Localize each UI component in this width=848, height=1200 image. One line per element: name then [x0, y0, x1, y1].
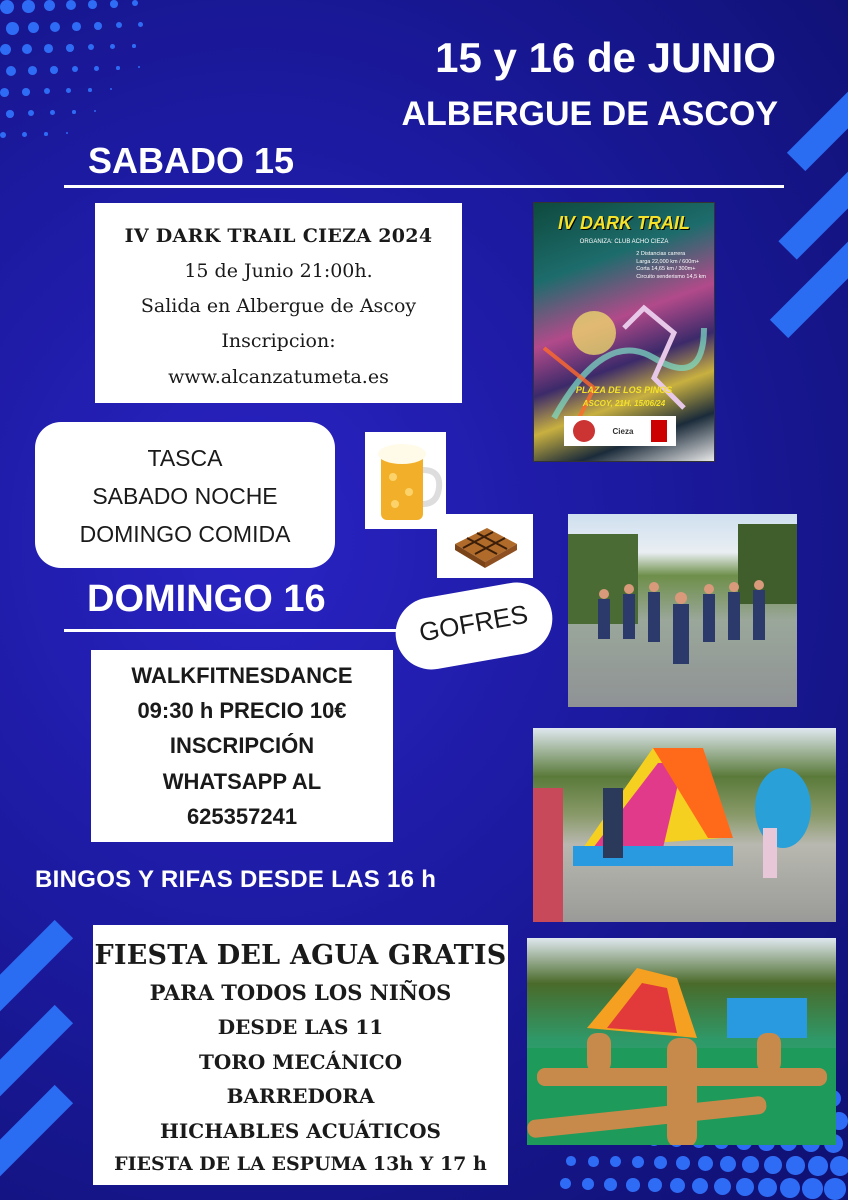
decorative-dot	[676, 1156, 690, 1170]
decorative-dot	[132, 44, 136, 48]
decorative-dot	[0, 0, 14, 14]
decorative-dot	[116, 22, 122, 28]
fiesta-line: BARREDORA	[226, 1084, 375, 1109]
decorative-dot	[22, 88, 30, 96]
fiesta-line: HICHABLES ACUÁTICOS	[160, 1118, 441, 1143]
decorative-dot	[22, 132, 27, 137]
mechanical-bull-ring-illustration	[527, 938, 836, 1145]
decorative-stripe	[787, 75, 848, 171]
poster-detail-line: Corta 14,65 km / 300m+	[636, 266, 696, 273]
walkfitness-dance-photo	[568, 514, 797, 707]
beer-mug-image	[365, 432, 446, 529]
poster-date: ASCOY, 21H. 15/06/24	[582, 399, 666, 408]
decorative-dot	[132, 0, 138, 6]
walkfit-line: 09:30 h PRECIO 10€	[137, 698, 347, 724]
trail-link[interactable]: www.alcanzatumeta.es	[168, 365, 389, 388]
decorative-dot	[582, 1178, 594, 1190]
decorative-dot	[44, 88, 50, 94]
decorative-dot	[44, 132, 48, 136]
decorative-dot	[714, 1178, 731, 1195]
poster-detail-line: Larga 22,000 km / 600m+	[636, 258, 700, 265]
decorative-dot	[824, 1178, 846, 1200]
trail-line: Salida en Albergue de Ascoy	[140, 295, 417, 318]
walkfit-line: INSCRIPCIÓN	[169, 733, 315, 759]
decorative-dot	[736, 1178, 754, 1196]
decorative-dot	[72, 110, 76, 114]
poster-title: IV DARK TRAIL	[558, 213, 690, 233]
decorative-dot	[698, 1156, 713, 1171]
walkfit-line: WHATSAPP AL	[162, 768, 322, 794]
decorative-dot	[604, 1178, 617, 1191]
decorative-dot	[116, 66, 120, 70]
decorative-dot	[632, 1156, 644, 1168]
decorative-dot	[22, 44, 32, 54]
dancers-illustration	[568, 514, 797, 707]
tasca-line: SABADO NOCHE	[92, 482, 278, 509]
decorative-dot	[654, 1156, 667, 1169]
tasca-line: DOMINGO COMIDA	[79, 520, 291, 547]
decorative-dot	[50, 66, 58, 74]
decorative-dot	[110, 88, 112, 90]
sponsor-logo: Cieza	[612, 426, 634, 436]
sunday-heading: DOMINGO 16	[87, 578, 326, 620]
inflatables-photo	[533, 728, 836, 922]
decorative-dot	[808, 1156, 828, 1176]
decorative-dot	[44, 44, 53, 53]
bingo-text: BINGOS Y RIFAS DESDE LAS 16 h	[35, 866, 437, 893]
divider	[64, 629, 414, 632]
decorative-dot	[0, 44, 11, 55]
decorative-dot	[0, 88, 9, 97]
decorative-dot	[626, 1178, 640, 1192]
event-venue: ALBERGUE DE ASCOY	[401, 95, 778, 133]
decorative-dot	[6, 22, 19, 35]
trail-line: Inscripcion:	[221, 330, 336, 353]
fiesta-line: TORO MECÁNICO	[198, 1049, 403, 1074]
fiesta-agua-box	[93, 925, 508, 1185]
decorative-dot	[22, 0, 35, 13]
decorative-dot	[50, 110, 55, 115]
decorative-dot	[88, 88, 92, 92]
event-dates: 15 y 16 de JUNIO	[435, 34, 776, 81]
decorative-stripe	[0, 1005, 73, 1101]
trail-line: 15 de Junio 21:00h.	[184, 260, 373, 283]
water-inflatable-photo	[527, 938, 836, 1145]
decorative-dot	[560, 1178, 571, 1189]
decorative-dot	[94, 110, 96, 112]
decorative-dot	[94, 66, 99, 71]
trail-info-box	[95, 203, 462, 403]
poster-place: PLAZA DE LOS PINOS	[575, 385, 673, 395]
decorative-dot	[720, 1156, 736, 1172]
poster-logo-bar	[564, 416, 676, 446]
decorative-dot	[110, 44, 115, 49]
fiesta-title: FIESTA DEL AGUA GRATIS	[94, 940, 507, 971]
decorative-dot	[94, 22, 102, 30]
decorative-dot	[780, 1178, 800, 1198]
club-logo-icon	[573, 420, 595, 442]
decorative-dot	[588, 1156, 599, 1167]
decorative-dot	[50, 22, 60, 32]
decorative-dot	[138, 66, 140, 68]
decorative-dot	[6, 110, 14, 118]
gofres-bubble	[390, 577, 558, 675]
fiesta-line: FIESTA DE LA ESPUMA 13h Y 17 h	[114, 1153, 487, 1176]
decorative-dot	[692, 1178, 708, 1194]
fiesta-line: DESDE LAS 11	[217, 1015, 384, 1040]
tasca-box	[35, 422, 335, 568]
decorative-dot	[72, 66, 78, 72]
crest-icon	[651, 420, 667, 442]
decorative-dot	[66, 0, 76, 10]
decorative-dot	[28, 22, 39, 33]
decorative-dot	[138, 22, 143, 27]
whatsapp-number[interactable]: 625357241	[186, 803, 298, 829]
decorative-dot	[758, 1178, 777, 1197]
decorative-dot	[28, 110, 34, 116]
decorative-dots-top-left	[0, 0, 150, 150]
tasca-line: TASCA	[147, 445, 223, 471]
trail-line: IV DARK TRAIL CIEZA 2024	[124, 225, 433, 247]
decorative-stripe	[778, 156, 848, 259]
decorative-dot	[670, 1178, 685, 1193]
decorative-dot	[764, 1156, 782, 1174]
walkfitness-box	[91, 650, 393, 842]
saturday-heading: SABADO 15	[88, 140, 295, 181]
decorative-dot	[88, 44, 94, 50]
divider	[64, 185, 784, 188]
poster-detail-line: Circuito senderismo 14,5 km	[636, 274, 706, 281]
waffle-icon	[437, 514, 533, 578]
decorative-stripe	[0, 1085, 73, 1181]
decorative-dot	[786, 1156, 805, 1175]
decorative-dot	[110, 0, 118, 8]
decorative-dot	[28, 66, 37, 75]
beer-mug-icon	[365, 432, 446, 529]
waffle-image	[437, 514, 533, 578]
decorative-dot	[66, 44, 74, 52]
inflatable-slide-illustration	[533, 728, 836, 922]
decorative-dot	[802, 1178, 823, 1199]
decorative-dot	[66, 132, 68, 134]
decorative-stripe	[0, 920, 73, 1016]
decorative-dot	[742, 1156, 759, 1173]
decorative-dot	[88, 0, 97, 9]
decorative-dot	[66, 88, 71, 93]
decorative-dot	[0, 132, 6, 138]
poster-organizer: ORGANIZA: CLUB ACHO CIEZA	[579, 239, 669, 245]
decorative-dot	[44, 0, 55, 11]
decorative-dot	[72, 22, 81, 31]
poster-details	[636, 251, 706, 282]
decorative-dot	[6, 66, 16, 76]
poster-detail-line: 2 Distancias carrera	[636, 251, 686, 257]
decorative-dot	[648, 1178, 662, 1192]
gofres-label: GOFRES	[416, 598, 531, 648]
fiesta-line: PARA TODOS LOS NIÑOS	[149, 979, 452, 1005]
decorative-dot	[830, 1156, 848, 1176]
dark-trail-poster-image	[533, 202, 715, 462]
decorative-dot	[566, 1156, 576, 1166]
walkfit-line: WALKFITNESDANCE	[131, 663, 353, 688]
decorative-dot	[610, 1156, 621, 1167]
